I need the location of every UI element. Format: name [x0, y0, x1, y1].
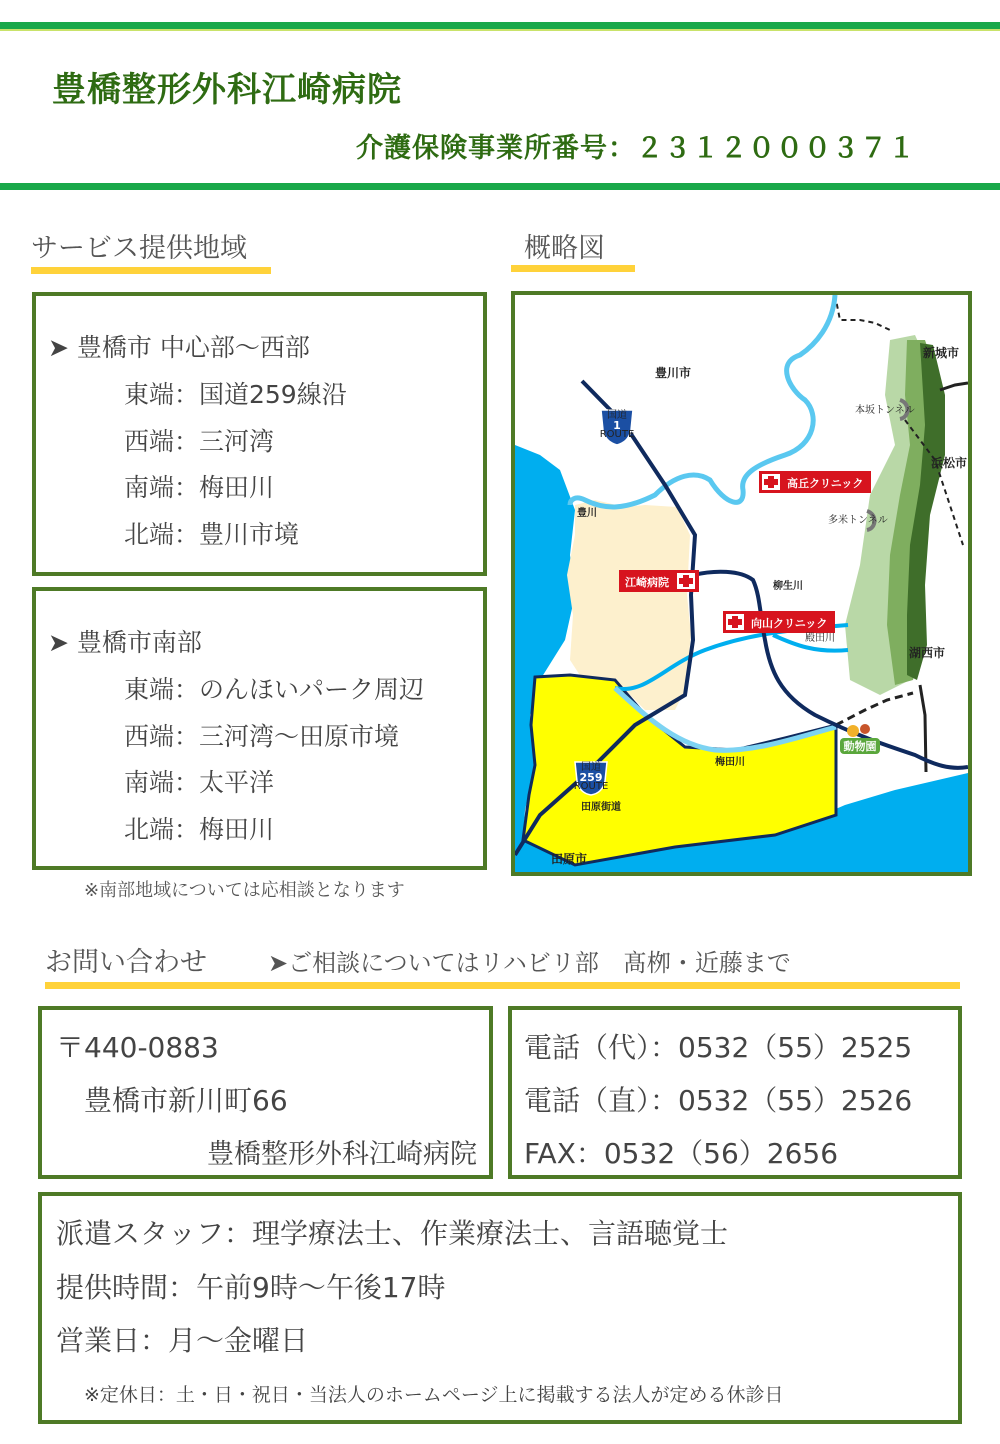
map-svg — [515, 295, 968, 872]
service-area-heading: サービス提供地域 — [31, 233, 247, 264]
overview-map — [511, 291, 972, 876]
route-1-shield — [600, 408, 635, 445]
boundary-south — [836, 693, 913, 725]
staff-box — [38, 1192, 962, 1424]
consult-note: ➤ご相談についてはリハビリ部 髙栁・近藤まで — [268, 949, 791, 977]
area-central-west-title-text: 豊橋市 中心部～西部 — [76, 333, 310, 362]
route-1-top-label: 国道 — [607, 410, 627, 421]
service-area-underline — [31, 267, 271, 274]
map-heading: 概略図 — [524, 233, 605, 264]
area-box-south — [32, 587, 487, 870]
yanagyu-river-label: 柳生川 — [773, 581, 803, 592]
tame-tunnel-label: 多米トンネル — [828, 515, 888, 526]
takaoka-clinic-marker — [759, 471, 871, 493]
area-south-south: 南端：太平洋 — [124, 768, 275, 797]
kosai-city-label: 湖西市 — [909, 646, 946, 660]
route-259-shield — [574, 760, 609, 795]
route-259-bottom-label: ROUTE — [573, 781, 609, 792]
area-south-north: 北端：梅田川 — [124, 815, 275, 844]
takaoka-clinic-label: 高丘クリニック — [787, 477, 864, 490]
office-number: 介護保険事業所番号：２３１２０００３７１ — [356, 133, 916, 164]
contact-heading: お問い合わせ — [45, 947, 207, 978]
route-259-number: 259 — [579, 771, 603, 784]
staff-line: 派遣スタッフ：理学療法士、作業療法士、言語聴覚士 — [56, 1217, 729, 1250]
tahara-road-label: 田原街道 — [581, 802, 621, 813]
area-south-east: 東端：のんほいパーク周辺 — [124, 675, 425, 704]
business-days: 営業日：月～金曜日 — [56, 1324, 309, 1357]
tel-direct[interactable]: 電話（直）：0532（55）2526 — [524, 1084, 913, 1117]
route-1-number: 1 — [613, 419, 621, 432]
header-bottom-bar — [0, 183, 1000, 190]
tonoda-river-label: 殿田川 — [805, 633, 835, 644]
toyokawa-city-label: 豊川市 — [655, 366, 692, 380]
fax-number: FAX：0532（56）2656 — [524, 1137, 839, 1170]
tahara-city-label: 田原市 — [551, 852, 588, 866]
mukaiyama-clinic-marker — [723, 611, 835, 633]
route-259-top-label: 国道 — [581, 762, 601, 773]
area-central-west-title: ➤ 豊橋市 中心部～西部 — [48, 333, 310, 362]
area-central-west-west: 西端：三河湾 — [124, 427, 275, 456]
address: 豊橋市新川町66 — [84, 1084, 288, 1117]
holiday-note: ※定休日：土・日・祝日・当法人のホームページ上に掲載する法人が定める休診日 — [84, 1384, 784, 1406]
esaki-hospital-label: 江崎病院 — [625, 576, 669, 589]
address-hospital-name: 豊橋整形外科江崎病院 — [207, 1139, 477, 1170]
shinshiro-city-label: 新城市 — [923, 346, 960, 360]
phone-box — [508, 1006, 962, 1179]
header-top-accent — [0, 29, 1000, 31]
hamamatsu-city-label: 浜松市 — [931, 456, 968, 470]
area-central-west-east: 東端：国道259線沿 — [124, 380, 347, 409]
toyokawa-river-label: 豊川 — [577, 508, 597, 519]
umeda-river-label: 梅田川 — [715, 757, 745, 768]
tel-main[interactable]: 電話（代）：0532（55）2525 — [524, 1031, 913, 1064]
area-south-title: ➤ 豊橋市南部 — [48, 628, 202, 657]
header-top-bar — [0, 22, 1000, 29]
south-area-note: ※南部地域については応相談となります — [84, 880, 405, 901]
area-central-west-south: 南端：梅田川 — [124, 473, 275, 502]
area-central-west-north: 北端：豊川市境 — [124, 520, 300, 549]
area-box-central-west — [32, 292, 487, 576]
map-underline — [511, 265, 635, 272]
postal-code: 〒440-0883 — [56, 1031, 219, 1064]
area-south-west: 西端：三河湾～田原市境 — [124, 722, 400, 751]
zoo-label: 動物園 — [843, 740, 877, 753]
boundary-north — [835, 295, 890, 330]
address-box — [38, 1006, 493, 1179]
mukaiyama-clinic-label: 向山クリニック — [751, 617, 828, 630]
route-1-bottom-label: ROUTE — [599, 429, 635, 440]
boundary-hamamatsu — [940, 383, 968, 390]
esaki-hospital-marker — [619, 570, 699, 592]
area-south-title-text: 豊橋市南部 — [76, 628, 202, 657]
service-hours: 提供時間：午前9時～午後17時 — [56, 1271, 446, 1304]
honzaka-tunnel-label: 本坂トンネル — [855, 405, 915, 416]
contact-underline — [45, 982, 960, 989]
hospital-title: 豊橋整形外科江崎病院 — [52, 70, 402, 110]
